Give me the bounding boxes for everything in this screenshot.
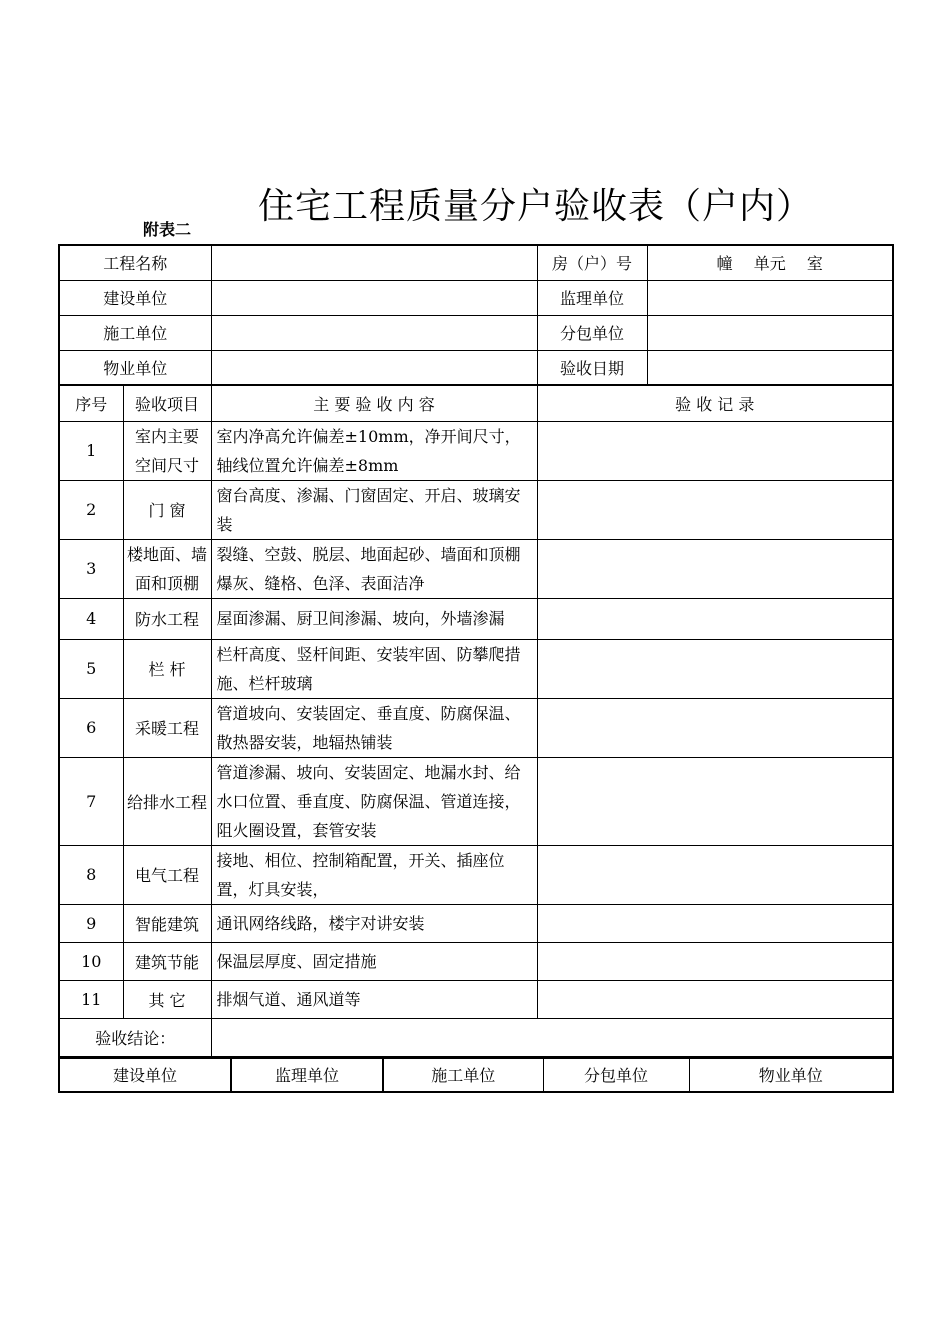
col-content-header: 主 要 验 收 内 容 <box>211 385 537 421</box>
conclusion-label: 验收结论： <box>59 1018 211 1057</box>
row-record-field[interactable] <box>537 421 893 480</box>
builder-field[interactable] <box>211 280 537 315</box>
row-content: 管道坡向、安装固定、垂直度、防腐保温、散热器安装，地辐热铺装 <box>211 698 537 757</box>
row-item: 电气工程 <box>123 845 211 904</box>
signature-property[interactable]: 物业单位 <box>689 1059 893 1092</box>
row-record-field[interactable] <box>537 480 893 539</box>
row-item: 给排水工程 <box>123 757 211 845</box>
signature-table <box>58 1058 894 1093</box>
table-row <box>59 539 893 598</box>
row-content: 室内净高允许偏差±10mm，净开间尺寸，轴线位置允许偏差±8mm <box>211 421 537 480</box>
row-item: 其 它 <box>123 980 211 1018</box>
table-row <box>59 598 893 639</box>
table-row <box>59 421 893 480</box>
row-record-field[interactable] <box>537 757 893 845</box>
col-seq-header: 序号 <box>59 385 123 421</box>
subcontractor-field[interactable] <box>647 315 893 350</box>
row-content: 裂缝、空鼓、脱层、地面起砂、墙面和顶棚爆灰、缝格、色泽、表面洁净 <box>211 539 537 598</box>
row-seq: 1 <box>59 421 123 480</box>
table-row <box>59 639 893 698</box>
table-row <box>59 845 893 904</box>
row-seq: 4 <box>59 598 123 639</box>
row-item: 楼地面、墙面和顶棚 <box>123 539 211 598</box>
room-label: 房（户）号 <box>537 245 647 280</box>
row-seq: 5 <box>59 639 123 698</box>
row-content: 管道渗漏、坡向、安装固定、地漏水封、给水口位置、垂直度、防腐保温、管道连接，阻火圈设置，套管安装 <box>211 757 537 845</box>
row-seq: 8 <box>59 845 123 904</box>
row-item: 建筑节能 <box>123 942 211 980</box>
row-content: 接地、相位、控制箱配置，开关、插座位置，灯具安装， <box>211 845 537 904</box>
row-item: 防水工程 <box>123 598 211 639</box>
conclusion-field[interactable] <box>211 1018 893 1057</box>
supervisor-field[interactable] <box>647 280 893 315</box>
table-row <box>59 480 893 539</box>
row-record-field[interactable] <box>537 598 893 639</box>
page-title: 住宅工程质量分户验收表（户内） <box>258 186 814 227</box>
row-content: 屋面渗漏、厨卫间渗漏、坡向，外墙渗漏 <box>211 598 537 639</box>
row-record-field[interactable] <box>537 980 893 1018</box>
row-item: 栏 杆 <box>123 639 211 698</box>
row-content: 排烟气道、通风道等 <box>211 980 537 1018</box>
acceptance-form <box>58 244 892 1093</box>
table-row <box>59 980 893 1018</box>
row-seq: 3 <box>59 539 123 598</box>
builder-label: 建设单位 <box>59 280 211 315</box>
appendix-label: 附表二 <box>143 220 192 239</box>
room-field[interactable]: 幢 单元 室 <box>647 245 893 280</box>
row-seq: 10 <box>59 942 123 980</box>
row-record-field[interactable] <box>537 539 893 598</box>
project-name-field[interactable] <box>211 245 537 280</box>
table-row <box>59 698 893 757</box>
row-seq: 6 <box>59 698 123 757</box>
row-record-field[interactable] <box>537 698 893 757</box>
row-content: 通讯网络线路，楼宇对讲安装 <box>211 904 537 942</box>
table-row <box>59 942 893 980</box>
row-item: 采暖工程 <box>123 698 211 757</box>
row-content: 窗台高度、渗漏、门窗固定、开启、玻璃安装 <box>211 480 537 539</box>
property-field[interactable] <box>211 350 537 385</box>
supervisor-label: 监理单位 <box>537 280 647 315</box>
row-content: 保温层厚度、固定措施 <box>211 942 537 980</box>
constructor-field[interactable] <box>211 315 537 350</box>
subcontractor-label: 分包单位 <box>537 315 647 350</box>
row-seq: 9 <box>59 904 123 942</box>
row-seq: 7 <box>59 757 123 845</box>
project-name-label: 工程名称 <box>59 245 211 280</box>
row-record-field[interactable] <box>537 942 893 980</box>
signature-subcontractor[interactable]: 分包单位 <box>543 1059 689 1092</box>
signature-constructor[interactable]: 施工单位 <box>383 1059 543 1092</box>
row-seq: 11 <box>59 980 123 1018</box>
date-field[interactable] <box>647 350 893 385</box>
row-content: 栏杆高度、竖杆间距、安装牢固、防攀爬措施、栏杆玻璃 <box>211 639 537 698</box>
table-row <box>59 757 893 845</box>
property-label: 物业单位 <box>59 350 211 385</box>
col-item-header: 验收项目 <box>123 385 211 421</box>
row-item: 室内主要空间尺寸 <box>123 421 211 480</box>
signature-supervisor[interactable]: 监理单位 <box>231 1059 383 1092</box>
row-record-field[interactable] <box>537 639 893 698</box>
row-record-field[interactable] <box>537 845 893 904</box>
col-record-header: 验 收 记 录 <box>537 385 893 421</box>
row-item: 门 窗 <box>123 480 211 539</box>
signature-builder[interactable]: 建设单位 <box>59 1059 231 1092</box>
date-label: 验收日期 <box>537 350 647 385</box>
row-seq: 2 <box>59 480 123 539</box>
form-table <box>58 244 894 1058</box>
constructor-label: 施工单位 <box>59 315 211 350</box>
row-item: 智能建筑 <box>123 904 211 942</box>
row-record-field[interactable] <box>537 904 893 942</box>
table-row <box>59 904 893 942</box>
